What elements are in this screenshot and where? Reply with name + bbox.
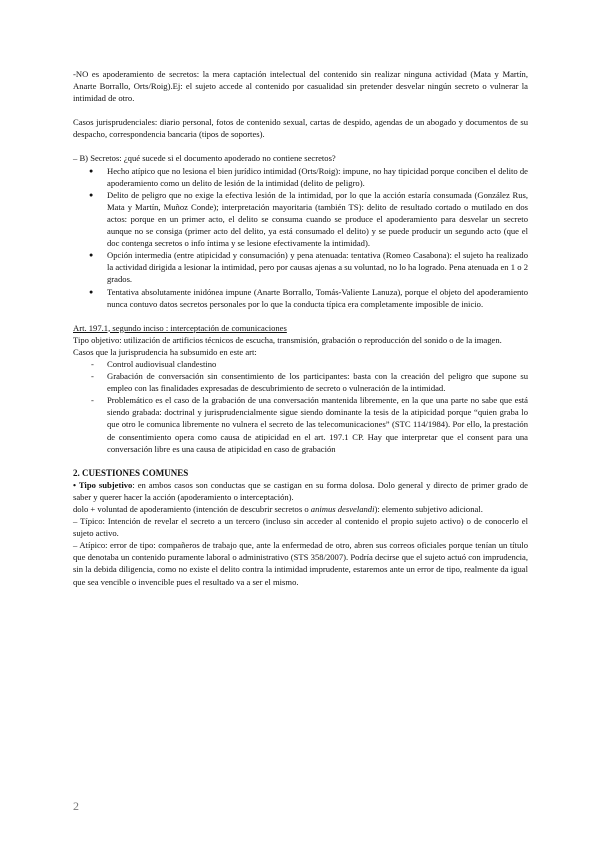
paragraph-secretos-question: – B) Secretos: ¿qué sucede si el documento apoderado no contiene secretos? xyxy=(73,153,336,164)
dash-list-casos xyxy=(73,358,528,455)
tipo-subjetivo-label: • Tipo subjetivo xyxy=(73,479,133,490)
dash-item: - Problemático es el caso de la grabación de una conversación mantenida libremente, en la que una parte no sabe que está siendo grabada: doctrinal y jurisprudencialmente sigue siendo dominante la tesis de la atipicidad porque “quien graba lo que otro le comunica libremente no vulnera el secreto de las telecomunicaciones” (STC 114/1984). Por ello, la prestación de consentimiento opera como causa de atipicidad en el art. 197.1 CP. Hay que interpretar que el consent para una conversación libre es una causa de atipicidad en caso de grabación xyxy=(107,394,528,454)
bullet-item: ● Opción intermedia (entre atipicidad y consumación) y pena atenuada: tentativa (Romeo Casabona): el sujeto ha realizado la actividad dirigida a lesionar la intimidad, pero por causas ajenas a su voluntad, no lo ha logrado. Pena atenuada en 1 o 2 grados. xyxy=(107,249,528,285)
paragraph-dolo xyxy=(73,503,528,515)
dolo-text-italic: animus desvelandi xyxy=(310,504,375,514)
page-body xyxy=(73,68,528,588)
bullet-item: ● Delito de peligro que no exige la efectiva lesión de la intimidad, por lo que la acción estaría consumada (González Rus, Mata y Martín, Muñoz Conde); interpretación mayoritaria (también TS): delito de resultado cortado o mutilado en dos actos: porque en un primer acto, el delito se consuma cuando se produce el apoderamiento para desvelar un secreto aunque no se consiga (primer acto del delito, ya está consumado el delito) y se puede producir un segundo acto (que el doc contenga secretos o info íntima y se lesione efectivamente la intimidad). xyxy=(107,189,528,249)
paragraph-no-apoderamiento: -NO es apoderamiento de secretos: la mera captación intelectual del contenido sin realizar ninguna actividad (Mata y Martín, Anarte Borrallo, Orts/Roig).Ej: el sujeto accede al contenido por casualidad sin pretender desvelar ningún secreto o vulnerar la intimidad de otro. xyxy=(73,69,528,104)
bullet-item: ● Hecho atípico que no lesiona el bien jurídico intimidad (Orts/Roig): impune, no hay tipicidad porque conciben el delito de apoderamiento como un delito de lesión de la intimidad (delito de peligro). xyxy=(107,165,528,189)
paragraph-casos-subsumidos: Casos que la jurisprudencia ha subsumido en este art: xyxy=(73,346,257,357)
page-number: 2 xyxy=(73,799,79,813)
bullet-list-secretos xyxy=(73,165,528,310)
bullet-item: ● Tentativa absolutamente inidónea impune (Anarte Borrallo, Tomás-Valiente Lanuza), porque el objeto del apoderamiento nunca contuvo datos secretos personales por lo que la conducta típica era completamente imposible de inicio. xyxy=(107,286,528,310)
section-title: 2. CUESTIONES COMUNES xyxy=(73,467,189,478)
paragraph-tipico: – Típico: Intención de revelar el secreto a un tercero (incluso sin acceder al contenido el propio sujeto activo) o de conocerlo el sujeto activo. xyxy=(73,516,528,539)
paragraph-casos-jurisprudenciales: Casos jurisprudenciales: diario personal, fotos de contenido sexual, cartas de despido, agendas de un abogado y documentos de su despacho, correspondencia bancaria (tipos de soportes). xyxy=(73,117,528,140)
paragraph-atipico: – Atípico: error de tipo: compañeros de trabajo que, ante la enfermedad de otro, abren sus correos oficiales porque tenían un título que denotaba un contenido puramente laboral o administrativo (STS 358/2007). Podría decirse que el sujeto actuó con imprudencia, sin la debida diligencia, como no existe el delito contra la intimidad imprudente, estaremos ante un error de tipo, realmente da igual que sea vencible o invencible pues el resultado va a ser el mismo. xyxy=(73,540,528,587)
paragraph-tipo-subjetivo xyxy=(73,479,528,503)
tipo-subjetivo-text: : en ambos casos son conductas que se castigan en su forma dolosa. Dolo general y directo de primer grado de saber y querer hacer la acción (apoderamiento o interceptación). xyxy=(73,479,528,502)
dolo-text-pre: dolo + voluntad de apoderamiento (intención de descubrir secretos o xyxy=(73,504,311,514)
paragraph-tipo-objetivo: Tipo objetivo: utilización de artificios técnicos de escucha, transmisión, grabación o reproducción del sonido o de la imagen. xyxy=(73,334,502,345)
dolo-text-post: ): elemento subjetivo adicional. xyxy=(374,504,483,514)
article-heading: Art. 197.1, segundo inciso : interceptación de comunicaciones xyxy=(73,322,287,333)
dash-item: - Control audiovisual clandestino xyxy=(107,358,528,370)
dash-item: - Grabación de conversación sin consentimiento de los participantes: basta con la creación del peligro que supone su empleo con las finalidades expresadas de descubrimiento de secreto o vulneración de la intimidad. xyxy=(107,370,528,394)
